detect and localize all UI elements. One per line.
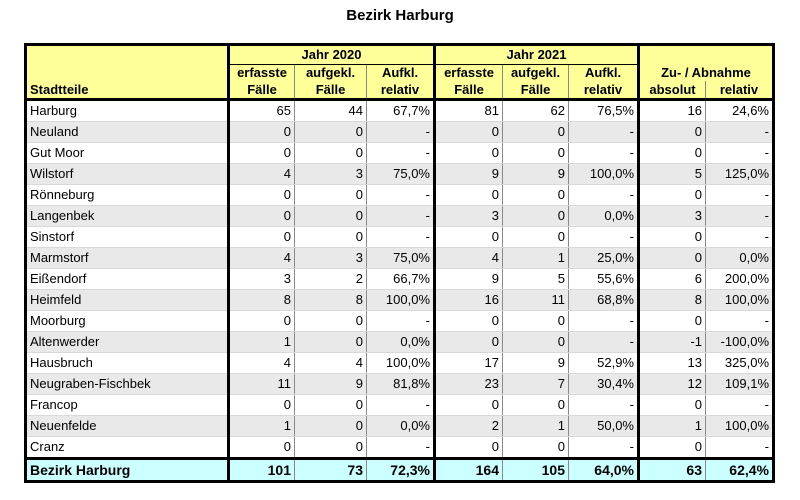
header-row-labels <box>26 65 774 82</box>
table-cell: 0 <box>435 395 503 416</box>
table-cell: - <box>706 143 774 164</box>
table-cell: - <box>367 185 435 206</box>
stadtteil-name: Hausbruch <box>26 353 229 374</box>
table-cell: 4 <box>229 353 295 374</box>
table-cell: - <box>706 395 774 416</box>
table-cell: 50,0% <box>569 416 639 437</box>
header-relativ-2021: relativ <box>569 81 639 100</box>
table-cell: 0 <box>229 395 295 416</box>
table-row <box>26 248 774 269</box>
stadtteil-name: Moorburg <box>26 311 229 332</box>
table-cell: 0 <box>639 311 706 332</box>
table-cell: 0 <box>229 311 295 332</box>
table-cell: 0 <box>229 227 295 248</box>
table-cell: 65 <box>229 100 295 122</box>
table-cell: 3 <box>295 248 367 269</box>
table-cell: 0 <box>435 122 503 143</box>
table-cell: - <box>569 122 639 143</box>
table-cell: 44 <box>295 100 367 122</box>
table-cell: 2 <box>435 416 503 437</box>
table-cell: - <box>367 395 435 416</box>
table-cell: 9 <box>503 164 569 185</box>
table-row <box>26 437 774 459</box>
table-cell: 75,0% <box>367 164 435 185</box>
table-cell: 0 <box>435 143 503 164</box>
statistics-table <box>24 43 775 483</box>
table-cell: 3 <box>435 206 503 227</box>
header-row-units <box>26 81 774 100</box>
table-cell: 4 <box>229 248 295 269</box>
header-row-years <box>26 45 774 65</box>
stadtteil-name: Gut Moor <box>26 143 229 164</box>
table-row <box>26 395 774 416</box>
table-cell: - <box>706 122 774 143</box>
header-aufkl-2021: Aufkl. <box>569 65 639 82</box>
table-cell: 0 <box>229 143 295 164</box>
table-cell: -100,0% <box>706 332 774 353</box>
table-cell: - <box>569 395 639 416</box>
total-row <box>26 459 774 482</box>
header-relativ-2020: relativ <box>367 81 435 100</box>
table-cell: 0 <box>229 206 295 227</box>
table-cell: 62 <box>503 100 569 122</box>
table-cell: 3 <box>639 206 706 227</box>
stadtteil-name: Rönneburg <box>26 185 229 206</box>
table-cell: 67,7% <box>367 100 435 122</box>
header-faelle-2020: Fälle <box>229 81 295 100</box>
total-cell: 64,0% <box>569 459 639 482</box>
header-faelle-2021: Fälle <box>435 81 503 100</box>
stadtteil-name: Eißendorf <box>26 269 229 290</box>
table-cell: 8 <box>295 290 367 311</box>
table-cell: 9 <box>435 164 503 185</box>
table-cell: 0 <box>295 311 367 332</box>
header-aufgekl-faelle-2020: Fälle <box>295 81 367 100</box>
header-aufgekl-2020: aufgekl. <box>295 65 367 82</box>
table-cell: 0 <box>503 395 569 416</box>
header-erfasste-2020: erfasste <box>229 65 295 82</box>
table-cell: 4 <box>435 248 503 269</box>
table-cell: 0,0% <box>367 416 435 437</box>
table-cell: 23 <box>435 374 503 395</box>
stadtteil-name: Harburg <box>26 100 229 122</box>
table-cell: 81,8% <box>367 374 435 395</box>
table-cell: 0,0% <box>569 206 639 227</box>
table-row <box>26 185 774 206</box>
table-cell: 0 <box>639 185 706 206</box>
table-cell: 200,0% <box>706 269 774 290</box>
stadtteil-name: Neugraben-Fischbek <box>26 374 229 395</box>
table-cell: 109,1% <box>706 374 774 395</box>
table-cell: 0 <box>295 416 367 437</box>
table-cell: 0 <box>503 332 569 353</box>
table-cell: 0 <box>503 437 569 459</box>
table-cell: 100,0% <box>706 416 774 437</box>
table-cell: 0 <box>639 395 706 416</box>
table-cell: 9 <box>435 269 503 290</box>
total-cell: 164 <box>435 459 503 482</box>
stadtteil-name: Sinstorf <box>26 227 229 248</box>
table-cell: 66,7% <box>367 269 435 290</box>
header-relativ-change: relativ <box>706 81 774 100</box>
table-row <box>26 227 774 248</box>
stadtteil-name: Francop <box>26 395 229 416</box>
table-cell: 0 <box>435 185 503 206</box>
table-cell: 16 <box>435 290 503 311</box>
table-cell: 76,5% <box>569 100 639 122</box>
table-cell: 7 <box>503 374 569 395</box>
table-cell: 9 <box>503 353 569 374</box>
total-cell: 62,4% <box>706 459 774 482</box>
table-cell: 9 <box>295 374 367 395</box>
table-cell: 1 <box>639 416 706 437</box>
header-aufkl-2020: Aufkl. <box>367 65 435 82</box>
table-cell: 13 <box>639 353 706 374</box>
table-cell: 1 <box>229 332 295 353</box>
table-cell: - <box>569 332 639 353</box>
total-cell: 63 <box>639 459 706 482</box>
table-row <box>26 100 774 122</box>
table-cell: 4 <box>295 353 367 374</box>
table-cell: - <box>706 206 774 227</box>
table-cell: 17 <box>435 353 503 374</box>
table-cell: 24,6% <box>706 100 774 122</box>
table-row <box>26 353 774 374</box>
table-row <box>26 206 774 227</box>
table-cell: 0 <box>435 227 503 248</box>
table-cell: 0 <box>503 122 569 143</box>
header-erfasste-2021: erfasste <box>435 65 503 82</box>
table-cell: 325,0% <box>706 353 774 374</box>
table-cell: 8 <box>229 290 295 311</box>
table-cell: 0 <box>639 437 706 459</box>
table-cell: - <box>367 437 435 459</box>
table-cell: 0 <box>503 185 569 206</box>
table-cell: 52,9% <box>569 353 639 374</box>
table-cell: 0 <box>295 185 367 206</box>
table-row <box>26 374 774 395</box>
total-cell: 73 <box>295 459 367 482</box>
table-cell: 0 <box>503 143 569 164</box>
table-cell: - <box>706 311 774 332</box>
table-cell: 0 <box>295 227 367 248</box>
table-cell: 11 <box>503 290 569 311</box>
stadtteil-name: Wilstorf <box>26 164 229 185</box>
table-cell: 8 <box>639 290 706 311</box>
table-cell: 11 <box>229 374 295 395</box>
table-cell: 0 <box>229 437 295 459</box>
table-cell: 0 <box>503 311 569 332</box>
header-jahr-2020: Jahr 2020 <box>229 45 435 65</box>
table-cell: 3 <box>229 269 295 290</box>
table-cell: 100,0% <box>367 353 435 374</box>
table-cell: - <box>706 227 774 248</box>
table-row <box>26 122 774 143</box>
table-cell: 0 <box>229 122 295 143</box>
table-cell: - <box>367 206 435 227</box>
table-cell: 6 <box>639 269 706 290</box>
table-cell: -1 <box>639 332 706 353</box>
total-cell: 105 <box>503 459 569 482</box>
table-cell: 55,6% <box>569 269 639 290</box>
table-cell: 30,4% <box>569 374 639 395</box>
table-body <box>26 100 774 459</box>
table-cell: 0 <box>295 437 367 459</box>
table-row <box>26 164 774 185</box>
table-cell: 0 <box>435 332 503 353</box>
table-row <box>26 290 774 311</box>
total-cell: 101 <box>229 459 295 482</box>
table-cell: 5 <box>503 269 569 290</box>
table-cell: 75,0% <box>367 248 435 269</box>
table-cell: 0 <box>503 227 569 248</box>
header-zu-abnahme <box>639 45 774 65</box>
stadtteil-name: Neuland <box>26 122 229 143</box>
page-title: Bezirk Harburg <box>346 7 454 24</box>
table-row <box>26 143 774 164</box>
table-cell: 81 <box>435 100 503 122</box>
table-cell: 0 <box>295 122 367 143</box>
table-cell: - <box>569 185 639 206</box>
table-row <box>26 416 774 437</box>
table-cell: 0,0% <box>706 248 774 269</box>
table-cell: 0 <box>295 206 367 227</box>
table-cell: 125,0% <box>706 164 774 185</box>
table-cell: - <box>367 143 435 164</box>
table-cell: 0 <box>639 143 706 164</box>
header-absolut: absolut <box>639 81 706 100</box>
table-cell: 100,0% <box>706 290 774 311</box>
table-cell: 0 <box>503 206 569 227</box>
table-cell: 0 <box>435 437 503 459</box>
table-cell: - <box>569 437 639 459</box>
table-cell: - <box>706 185 774 206</box>
stadtteil-name: Cranz <box>26 437 229 459</box>
total-cell: 72,3% <box>367 459 435 482</box>
header-aufgekl-2021: aufgekl. <box>503 65 569 82</box>
header-stadtteile: Stadtteile <box>26 81 229 100</box>
table-cell: 1 <box>229 416 295 437</box>
table-row <box>26 332 774 353</box>
header-zu-abnahme-label: Zu- / Abnahme <box>639 65 774 82</box>
header-aufgekl-faelle-2021: Fälle <box>503 81 569 100</box>
table-cell: 100,0% <box>569 164 639 185</box>
table-cell: 0 <box>229 185 295 206</box>
table-cell: 0,0% <box>367 332 435 353</box>
stadtteil-name: Marmstorf <box>26 248 229 269</box>
table-cell: 5 <box>639 164 706 185</box>
table-cell: 25,0% <box>569 248 639 269</box>
header-jahr-2021: Jahr 2021 <box>435 45 639 65</box>
table-cell: 100,0% <box>367 290 435 311</box>
table-cell: 0 <box>435 311 503 332</box>
table-cell: 0 <box>639 122 706 143</box>
table-cell: - <box>569 143 639 164</box>
stadtteil-name: Altenwerder <box>26 332 229 353</box>
stadtteil-name: Neuenfelde <box>26 416 229 437</box>
table-cell: - <box>706 437 774 459</box>
table-cell: 16 <box>639 100 706 122</box>
table-row <box>26 311 774 332</box>
table-cell: 1 <box>503 416 569 437</box>
table-cell: 0 <box>295 332 367 353</box>
table-cell: - <box>367 227 435 248</box>
table-cell: - <box>569 311 639 332</box>
table-cell: - <box>367 311 435 332</box>
table-cell: 0 <box>295 143 367 164</box>
table-row <box>26 269 774 290</box>
total-label: Bezirk Harburg <box>26 459 229 482</box>
table-cell: 3 <box>295 164 367 185</box>
table-cell: - <box>367 122 435 143</box>
table-cell: 1 <box>503 248 569 269</box>
table-cell: 68,8% <box>569 290 639 311</box>
stadtteil-name: Langenbek <box>26 206 229 227</box>
table-cell: 4 <box>229 164 295 185</box>
table-cell: - <box>569 227 639 248</box>
table-cell: 0 <box>295 395 367 416</box>
stadtteil-name: Heimfeld <box>26 290 229 311</box>
table-cell: 12 <box>639 374 706 395</box>
table-cell: 0 <box>639 227 706 248</box>
table-cell: 2 <box>295 269 367 290</box>
table-cell: 0 <box>639 248 706 269</box>
